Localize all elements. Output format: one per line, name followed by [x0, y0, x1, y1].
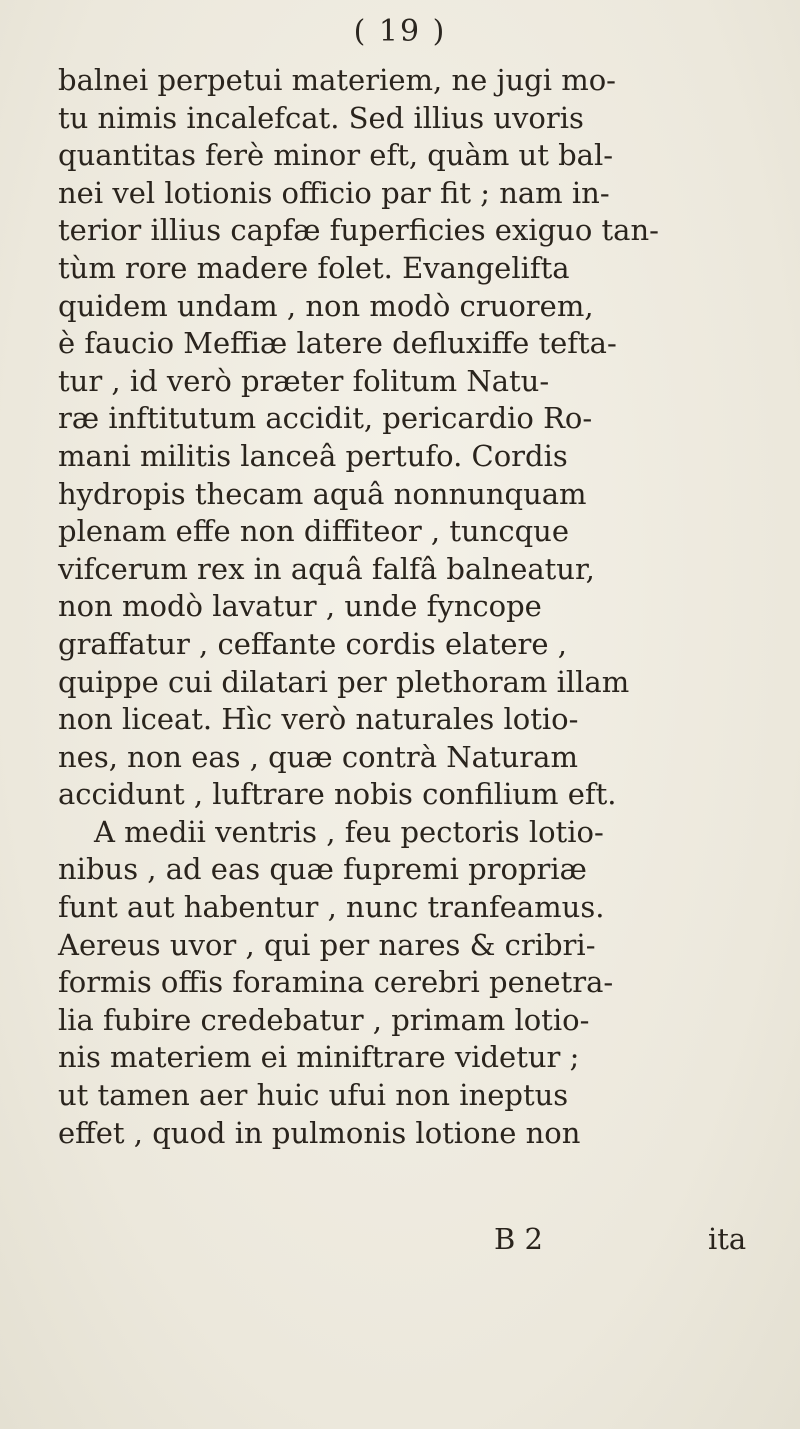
- text-line: quidem undam , non modò cruorem,: [58, 288, 594, 323]
- text-line: hydropis thecam aquâ nonnunquam: [58, 476, 587, 511]
- text-line: ut tamen aer huic ufui non ineptus: [58, 1078, 569, 1113]
- text-line: mani militis lanceâ pertufo. Cordis: [58, 438, 568, 473]
- catchword: ita: [708, 1222, 747, 1256]
- text-line: effet , quod in pulmonis lotione non: [58, 1115, 581, 1150]
- text-line: quippe cui dilatari per plethoram illam: [58, 664, 630, 699]
- text-line: tu nimis incalefcat. Sed illius uvoris: [58, 100, 584, 135]
- text-line: non modò lavatur , unde fyncope: [58, 589, 542, 624]
- text-line: Aereus uvor , qui per nares & cribri-: [58, 927, 596, 962]
- text-line: nes, non eas , quæ contrà Naturam: [58, 739, 578, 774]
- text-line: funt aut habentur , nunc tranfeamus.: [58, 890, 605, 925]
- text-line: nibus , ad eas quæ fupremi propriæ: [58, 852, 587, 887]
- text-line: balnei perpetui materiem, ne jugi mo-: [58, 63, 616, 97]
- text-line: nei vel lotionis officio par fit ; nam in-: [58, 175, 610, 210]
- page-number: ( 19 ): [353, 14, 447, 49]
- text-line: ræ inftitutum accidit, pericardio Ro-: [58, 401, 593, 436]
- text-line: è faucio Meffiæ latere defluxiffe tefta-: [58, 326, 617, 361]
- text-line: vifcerum rex in aquâ falfâ balneatur,: [58, 551, 595, 586]
- page-footer: [58, 1222, 798, 1260]
- text-line: formis offis foramina cerebri penetra-: [58, 965, 614, 1000]
- text-line: accidunt , luftrare nobis confilium eft.: [58, 777, 617, 812]
- text-line: plenam effe non diffiteor , tuncque: [58, 514, 570, 549]
- text-line: non liceat. Hìc verò naturales lotio-: [58, 702, 579, 737]
- body-text: [58, 62, 798, 1152]
- text-line: graffatur , ceffante cordis elatere ,: [58, 626, 567, 661]
- text-line: nis materiem ei miniftrare videtur ;: [58, 1040, 580, 1075]
- text-line: quantitas ferè minor eft, quàm ut bal-: [58, 138, 614, 173]
- text-line: lia fubire credebatur , primam lotio-: [58, 1002, 590, 1037]
- text-line: tur , id verò præter folitum Natu-: [58, 363, 550, 398]
- text-line: terior illius capfæ fuperficies exiguo tan-: [58, 213, 659, 248]
- text-line: tùm rore madere folet. Evangelifta: [58, 250, 570, 285]
- signature-mark: B 2: [494, 1222, 543, 1256]
- text-line: A medii ventris , feu pectoris lotio-: [94, 814, 604, 849]
